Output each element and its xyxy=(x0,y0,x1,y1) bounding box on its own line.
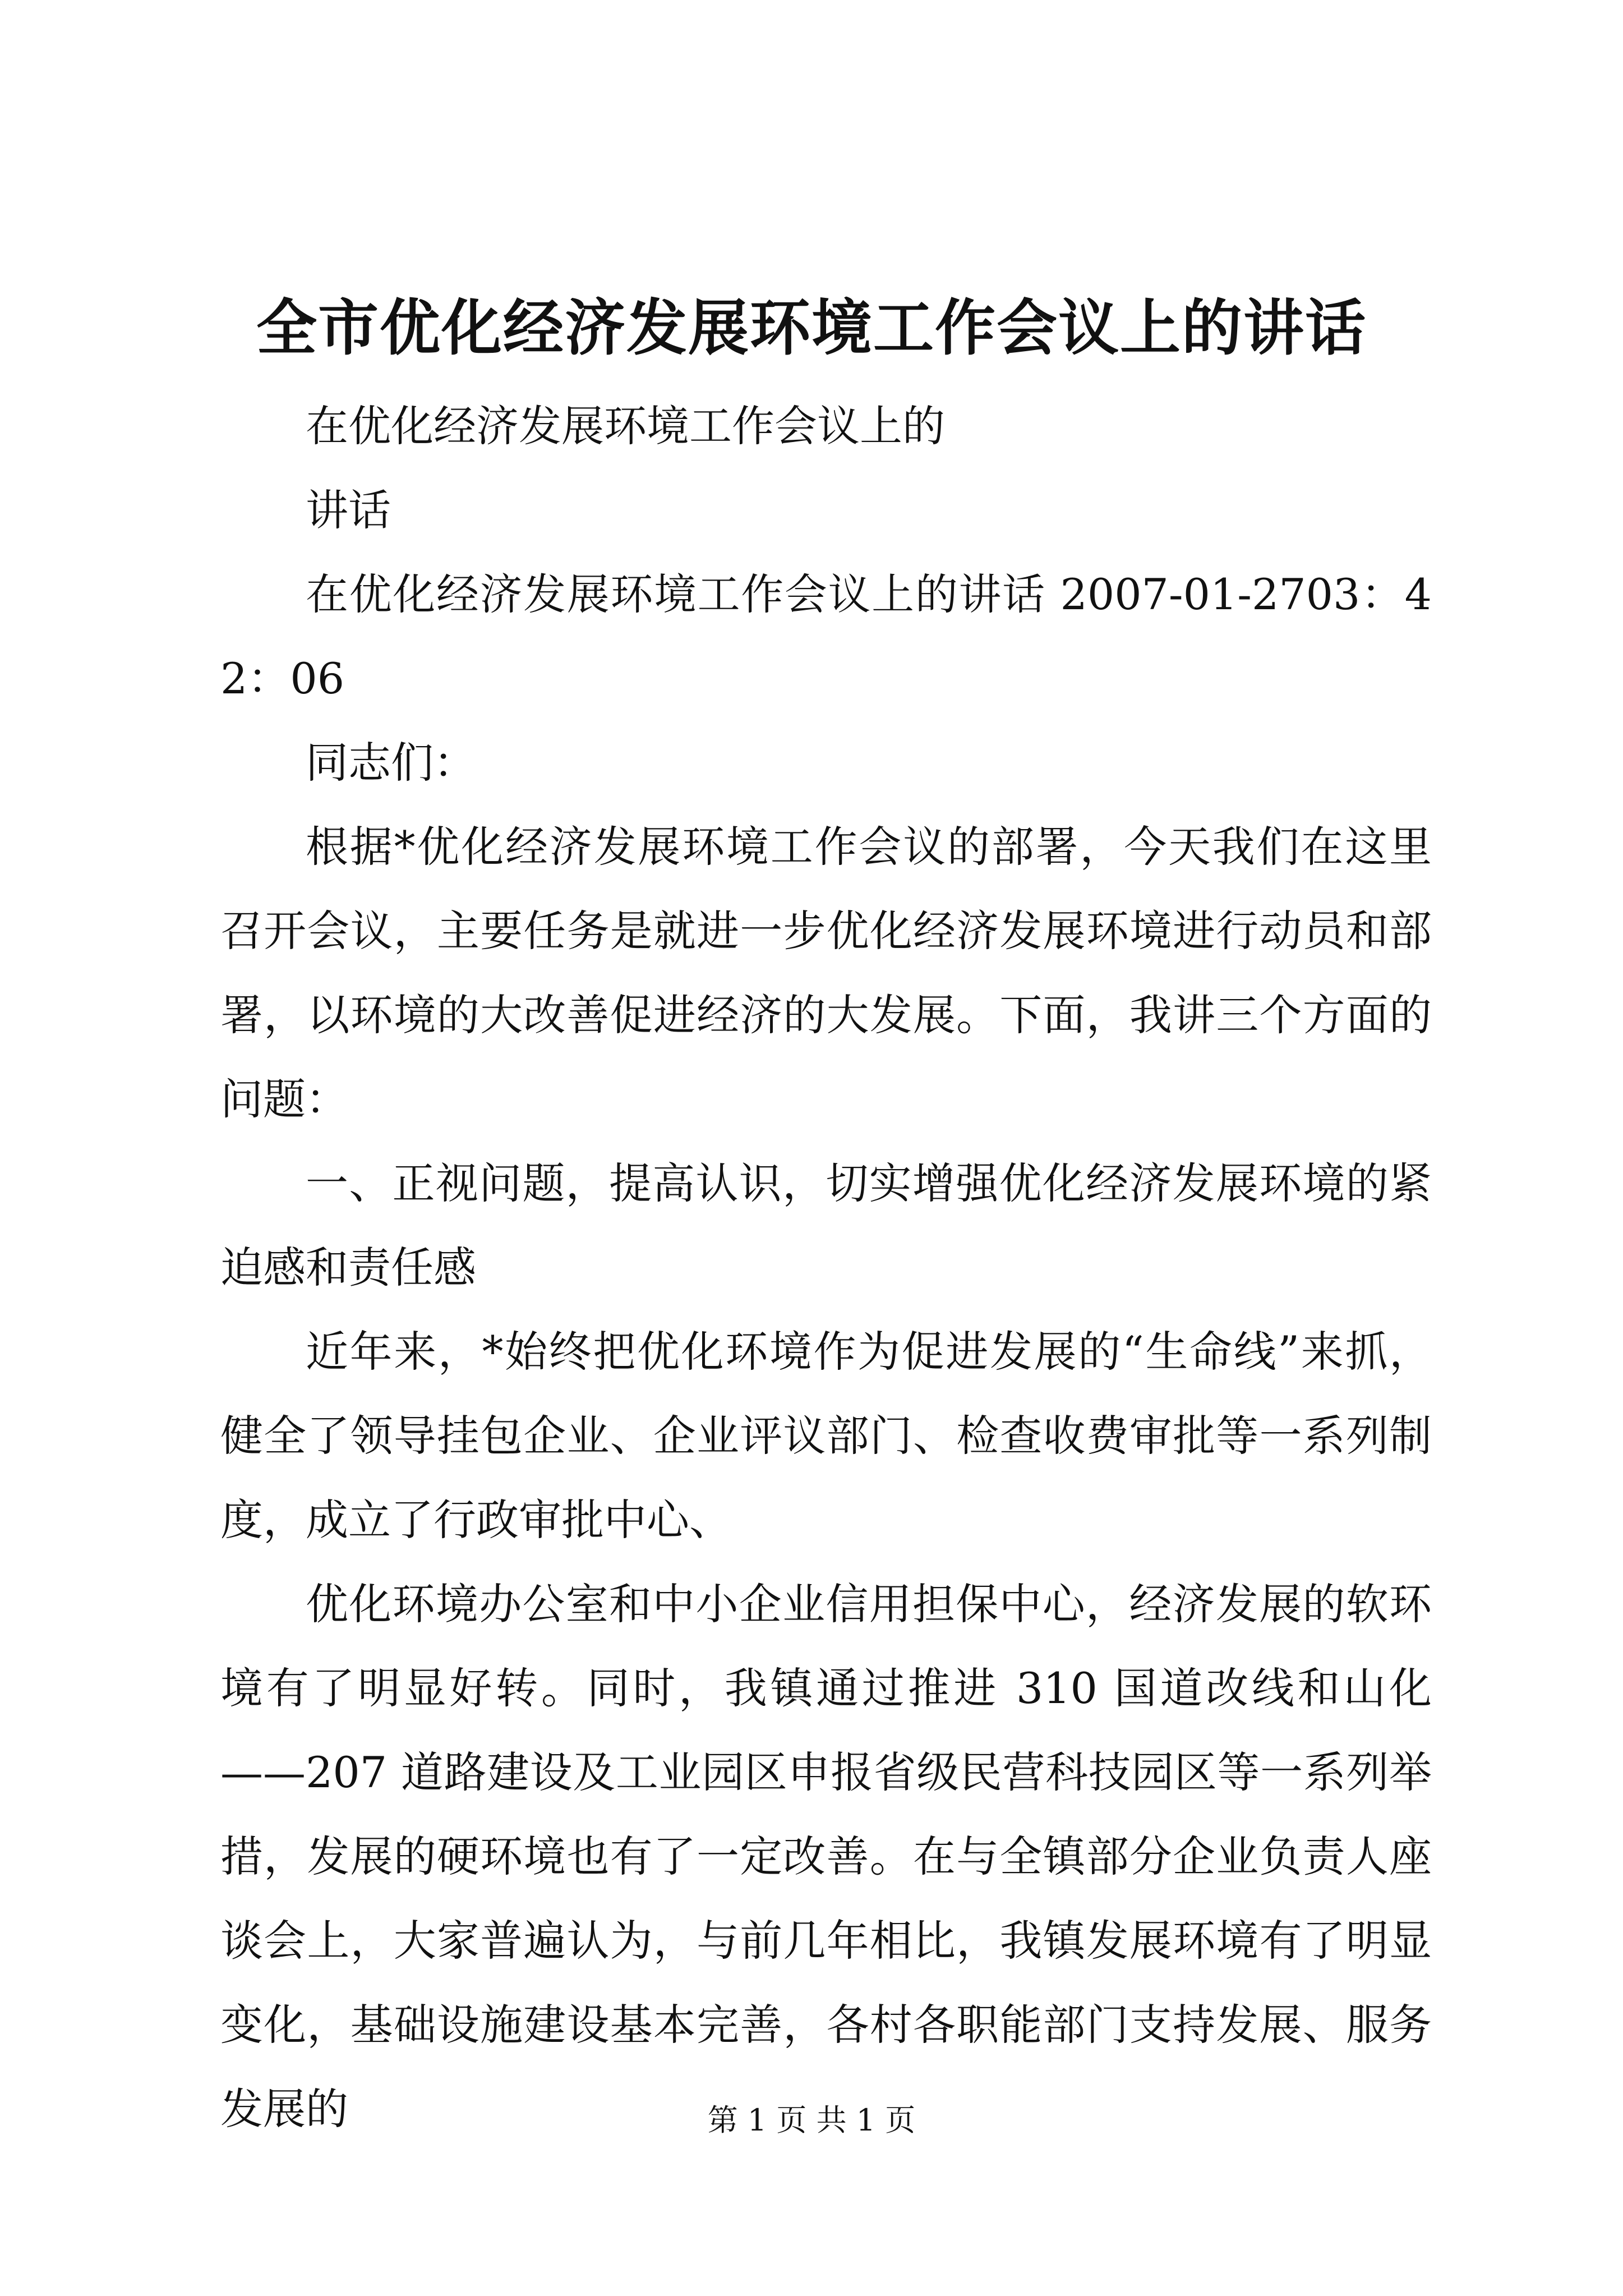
page-footer: 第 1 页 共 1 页 xyxy=(707,2102,916,2138)
document-body xyxy=(220,384,1432,2151)
section-heading: 一、正视问题，提高认识，切实增强优化经济发展环境的紧迫感和责任感 xyxy=(220,1158,1432,1292)
document-title: 全市优化经济发展环境工作会议上的讲话 xyxy=(256,293,1367,364)
paragraph: 讲话 xyxy=(306,485,391,535)
paragraph: 近年来，*始终把优化环境作为促进发展的“生命线”来抓，健全了领导挂包企业、企业评议部门、检查收费审批等一系列制度，成立了行政审批中心、 xyxy=(220,1327,1432,1545)
paragraph: 同志们： xyxy=(306,738,476,788)
paragraph: 在优化经济发展环境工作会议上的 xyxy=(306,401,945,451)
paragraph: 根据*优化经济发展环境工作会议的部署，今天我们在这里召开会议，主要任务是就进一步优化经济发展环境进行动员和部署，以环境的大改善促进经济的大发展。下面，我讲三个方面的问题： xyxy=(220,822,1432,1124)
paragraph: 在优化经济发展环境工作会议上的讲话 2007-01-2703：42：06 xyxy=(220,569,1432,703)
paragraph: 优化环境办公室和中小企业信用担保中心，经济发展的软环境有了明显好转。同时，我镇通过推进 310 国道改线和山化——207 道路建设及工业园区申报省级民营科技园区等一系列举措，发展的硬环境也有了一定改善。在与全镇部分企业负责人座谈会上，大家普遍认为，与前几年相比，我镇发展环境有了明显变化，基础设施建设基本完善，各村各职能部门支持发展、服务发展的 xyxy=(220,1579,1432,2134)
